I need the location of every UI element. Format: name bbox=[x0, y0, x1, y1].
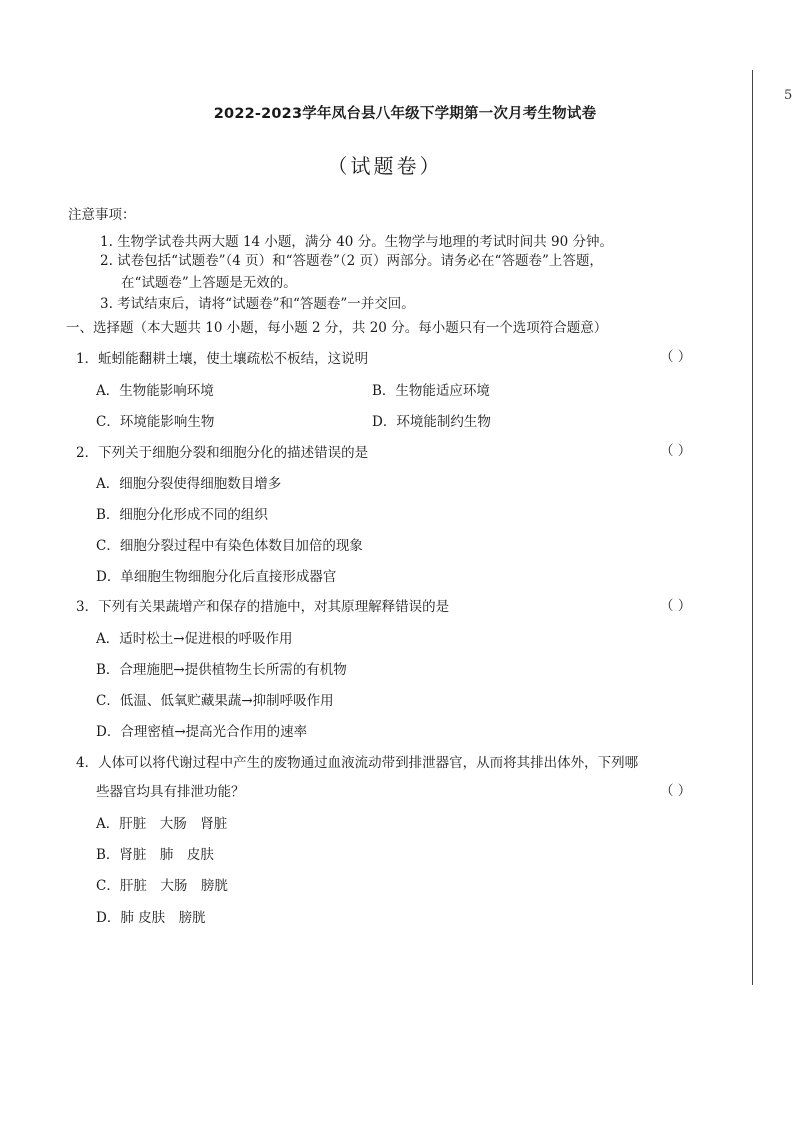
question-1-option-b: B．生物能适应环境 bbox=[372, 383, 490, 399]
question-3-option-c: C．低温、低氧贮藏果蔬→抑制呼吸作用 bbox=[96, 693, 334, 709]
question-4-option-d: D．肺 皮肤 膀胱 bbox=[96, 910, 206, 926]
question-4-option-b: B．肾脏 肺 皮肤 bbox=[96, 847, 214, 863]
exam-subtitle: （试题卷） bbox=[327, 154, 443, 178]
notes-heading: 注意事项： bbox=[68, 207, 136, 223]
question-1-option-a: A．生物能影响环境 bbox=[96, 383, 214, 399]
question-4-stem-continued: 些器官均具有排泄功能？ bbox=[96, 784, 245, 800]
binding-line bbox=[752, 70, 753, 985]
question-1-stem: 1．蚯蚓能翻耕土壤，使土壤疏松不板结，这说明 bbox=[76, 351, 369, 367]
question-3-option-a: A．适时松土→促进根的呼吸作用 bbox=[96, 631, 293, 647]
exam-title: 2022-2023学年凤台县八年级下学期第一次月考生物试卷 bbox=[213, 106, 597, 122]
question-3-answer-paren: （ ） bbox=[660, 598, 692, 614]
question-1-option-d: D．环境能制约生物 bbox=[372, 414, 491, 430]
question-3-stem: 3．下列有关果蔬增产和保存的措施中，对其原理解释错误的是 bbox=[76, 599, 450, 615]
question-2-option-b: B．细胞分化形成不同的组织 bbox=[96, 507, 268, 523]
question-1-answer-paren: （ ） bbox=[660, 349, 692, 365]
note-item-2: 2. 试卷包括“试题卷”（4 页）和“答题卷”（2 页）两部分。请务必在“答题卷”上答题， bbox=[100, 253, 603, 269]
note-item-3: 3. 考试结束后，请将“试题卷”和“答题卷”一并交回。 bbox=[100, 296, 415, 312]
question-2-option-c: C．细胞分裂过程中有染色体数目加倍的现象 bbox=[96, 538, 363, 554]
question-1-option-c: C．环境能影响生物 bbox=[96, 414, 215, 430]
page-number: 5 bbox=[784, 88, 793, 103]
section-heading: 一、选择题（本大题共 10 小题，每小题 2 分，共 20 分。每小题只有一个选项符合题意） bbox=[66, 320, 608, 336]
question-2-stem: 2．下列关于细胞分裂和细胞分化的描述错误的是 bbox=[76, 445, 369, 461]
question-3-option-b: B．合理施肥→提供植物生长所需的有机物 bbox=[96, 662, 347, 678]
question-4-answer-paren: （ ） bbox=[660, 783, 692, 799]
question-2-option-d: D．单细胞生物细胞分化后直接形成器官 bbox=[96, 569, 337, 585]
question-3-option-d: D．合理密植→提高光合作用的速率 bbox=[96, 724, 308, 740]
question-4-option-c: C．肝脏 大肠 膀胱 bbox=[96, 878, 228, 894]
question-2-option-a: A．细胞分裂使得细胞数目增多 bbox=[96, 476, 282, 492]
question-4-stem: 4．人体可以将代谢过程中产生的废物通过血液流动带到排泄器官，从而将其排出体外，下列哪 bbox=[76, 755, 639, 771]
question-4-option-a: A．肝脏 大肠 肾脏 bbox=[96, 816, 228, 832]
note-item-2-continued: 在“试题卷”上答题是无效的。 bbox=[121, 275, 297, 291]
note-item-1: 1. 生物学试卷共两大题 14 小题，满分 40 分。生物学与地理的考试时间共 90 分钟。 bbox=[100, 234, 613, 250]
question-2-answer-paren: （ ） bbox=[660, 443, 692, 459]
